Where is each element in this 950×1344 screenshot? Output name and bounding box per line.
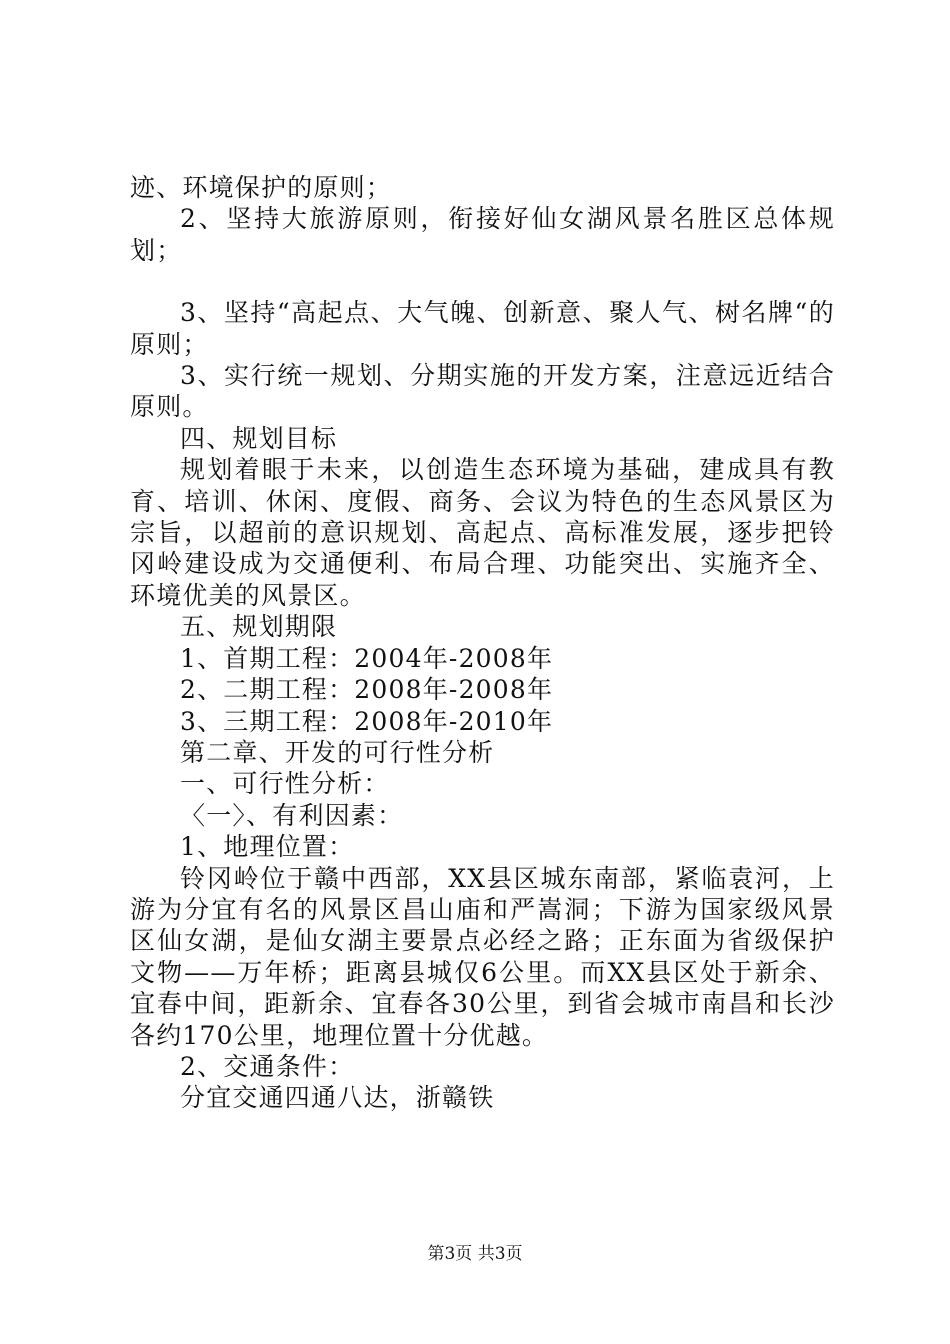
paragraph-line: 3、坚持“高起点、大气魄、创新意、聚人气、树名牌“的原则； (130, 298, 835, 359)
subsection-heading: 1、地理位置： (180, 832, 355, 862)
paragraph: 铃冈岭位于赣中西部，XX县区城东南部，紧临袁河，上游为分宜有名的风景区昌山庙和严嵩洞；下游为国家级风景区仙女湖，是仙女湖主要景点必经之路；正东面为省级保护文物——万年桥；距离县城仅6公里。而XX县区处于新余、宜春中间，距新余、宜春各30公里，到省会城市南昌和长沙各约170公里，地理位置十分优越。 (130, 863, 835, 1050)
subsection-heading: 2、交通条件： (180, 1051, 355, 1081)
document-body (130, 172, 835, 1114)
subsection-heading: 〈一〉、有利因素： (180, 800, 404, 830)
paragraph-line: 2、坚持大旅游原则，衔接好仙女湖风景名胜区总体规划； (130, 204, 835, 265)
blank-line (130, 266, 835, 297)
paragraph-line: 迹、环境保护的原则； (130, 173, 393, 202)
chapter-heading: 第二章、开发的可行性分析 (180, 737, 495, 767)
section-heading: 五、规划期限 (180, 612, 338, 642)
section-heading: 一、可行性分析： (180, 769, 390, 799)
list-item: 3、三期工程：2008年-2010年 (180, 706, 554, 736)
paragraph-line: 3、实行统一规划、分期实施的开发方案，注意远近结合原则。 (130, 361, 835, 422)
section-heading: 四、规划目标 (180, 423, 338, 453)
paragraph-line: 分宜交通四通八达，浙赣铁 (180, 1083, 495, 1113)
list-item: 1、首期工程：2004年-2008年 (180, 643, 554, 673)
paragraph: 规划着眼于未来，以创造生态环境为基础，建成具有教育、培训、休闲、度假、商务、会议为特色的生态风景区为宗旨，以超前的意识规划、高起点、高标准发展，逐步把铃冈岭建设成为交通便利、布局合理、功能突出、实施齐全、环境优美的风景区。 (130, 455, 835, 610)
list-item: 2、二期工程：2008年-2008年 (180, 675, 554, 705)
page-footer: 第3页 共3页 (427, 1244, 523, 1264)
